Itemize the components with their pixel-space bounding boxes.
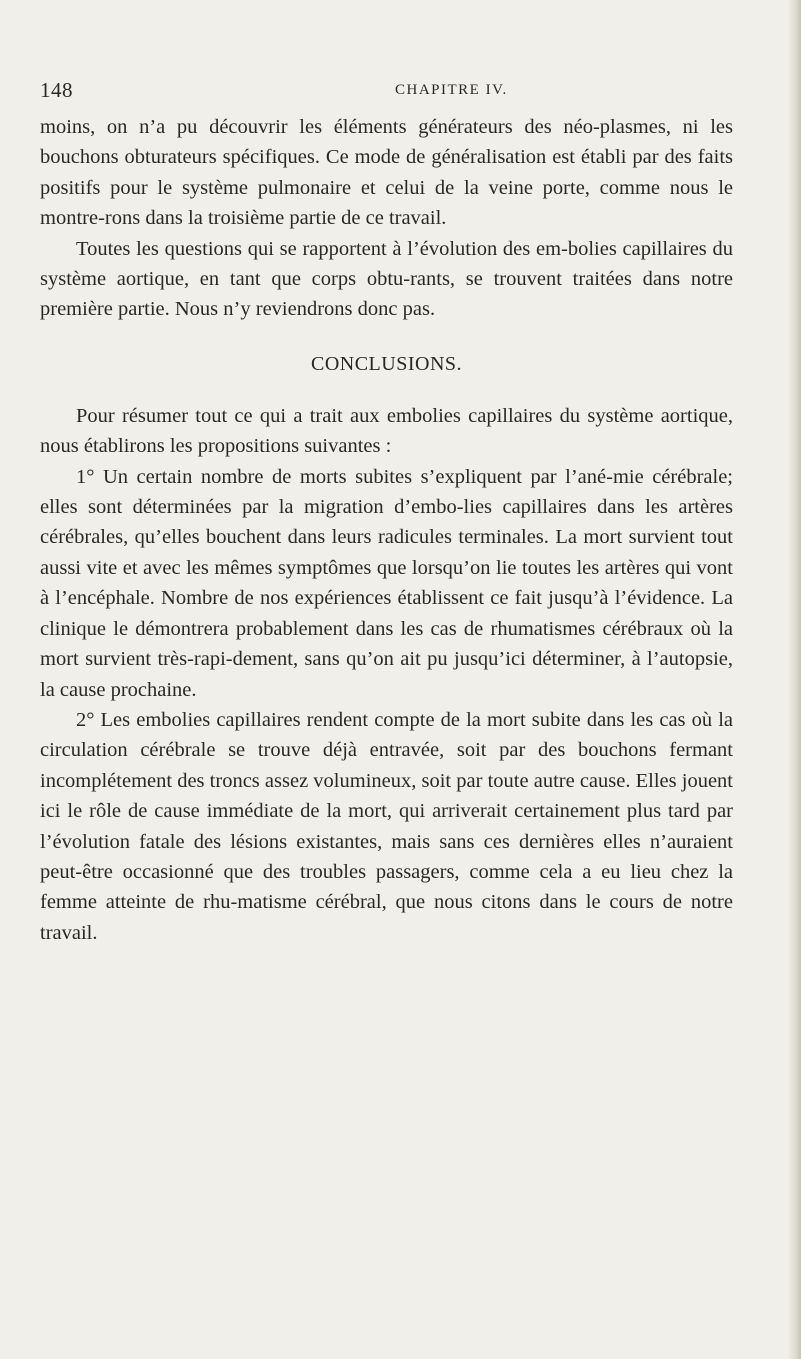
paragraph-1: moins, on n’a pu découvrir les éléments générateurs des néo-plasmes, ni les bouchons obturateurs spécifiques. Ce mode de généralisation est établi par des faits positifs pour le système pulmonaire et celui de la veine porte, comme nous le montre-rons dans la troisième partie de ce travail. <box>40 116 733 230</box>
paragraph-5: 2° Les embolies capillaires rendent compte de la mort subite dans les cas où la circulation cérébrale se trouve déjà entravée, soit par des bouchons fermant incomplétement des troncs assez volumineux, soit par toute autre cause. Elles jouent ici le rôle de cause immédiate de la mort, qui arriverait certainement plus tard par l’évolution fatale des lésions existantes, mais sans ces dernières elles n’auraient peut-être occasionné que des troubles passagers, comme cela a eu lieu chez la femme atteinte de rhu-matisme cérébral, que nous citons dans le cours de notre travail. <box>40 708 733 944</box>
running-head <box>40 78 730 108</box>
text-body <box>40 112 733 948</box>
page-edge-shadow <box>787 0 801 1359</box>
paragraph-3: Pour résumer tout ce qui a trait aux embolies capillaires du système aortique, nous établirons les propositions suivantes : <box>40 404 733 458</box>
page-number: 148 <box>40 78 73 102</box>
paragraph-2: Toutes les questions qui se rapportent à l’évolution des em-bolies capillaires du système aortique, en tant que corps obtu-rants, se trouvent traitées dans notre première partie. Nous n’y reviendrons donc pas. <box>40 237 733 321</box>
paragraph-4: 1° Un certain nombre de morts subites s’expliquent par l’ané-mie cérébrale; elles sont déterminées par la migration d’embo-lies capillaires dans les artères cérébrales, qu’elles bouchent dans leurs radicules terminales. La mort survient tout aussi vite et avec les mêmes symptômes que lorsqu’on lie toutes les artères qui vont à l’encéphale. Nombre de nos expériences établissent ce fait jusqu’à l’évidence. La clinique le démontrera probablement dans les cas de rhumatismes cérébraux où la mort survient très-rapi-dement, sans qu’on ait pu jusqu’ici déterminer, à l’autopsie, la cause prochaine. <box>40 465 733 701</box>
section-heading-conclusions: CONCLUSIONS. <box>310 352 463 375</box>
chapter-title: CHAPITRE IV. <box>395 82 508 98</box>
